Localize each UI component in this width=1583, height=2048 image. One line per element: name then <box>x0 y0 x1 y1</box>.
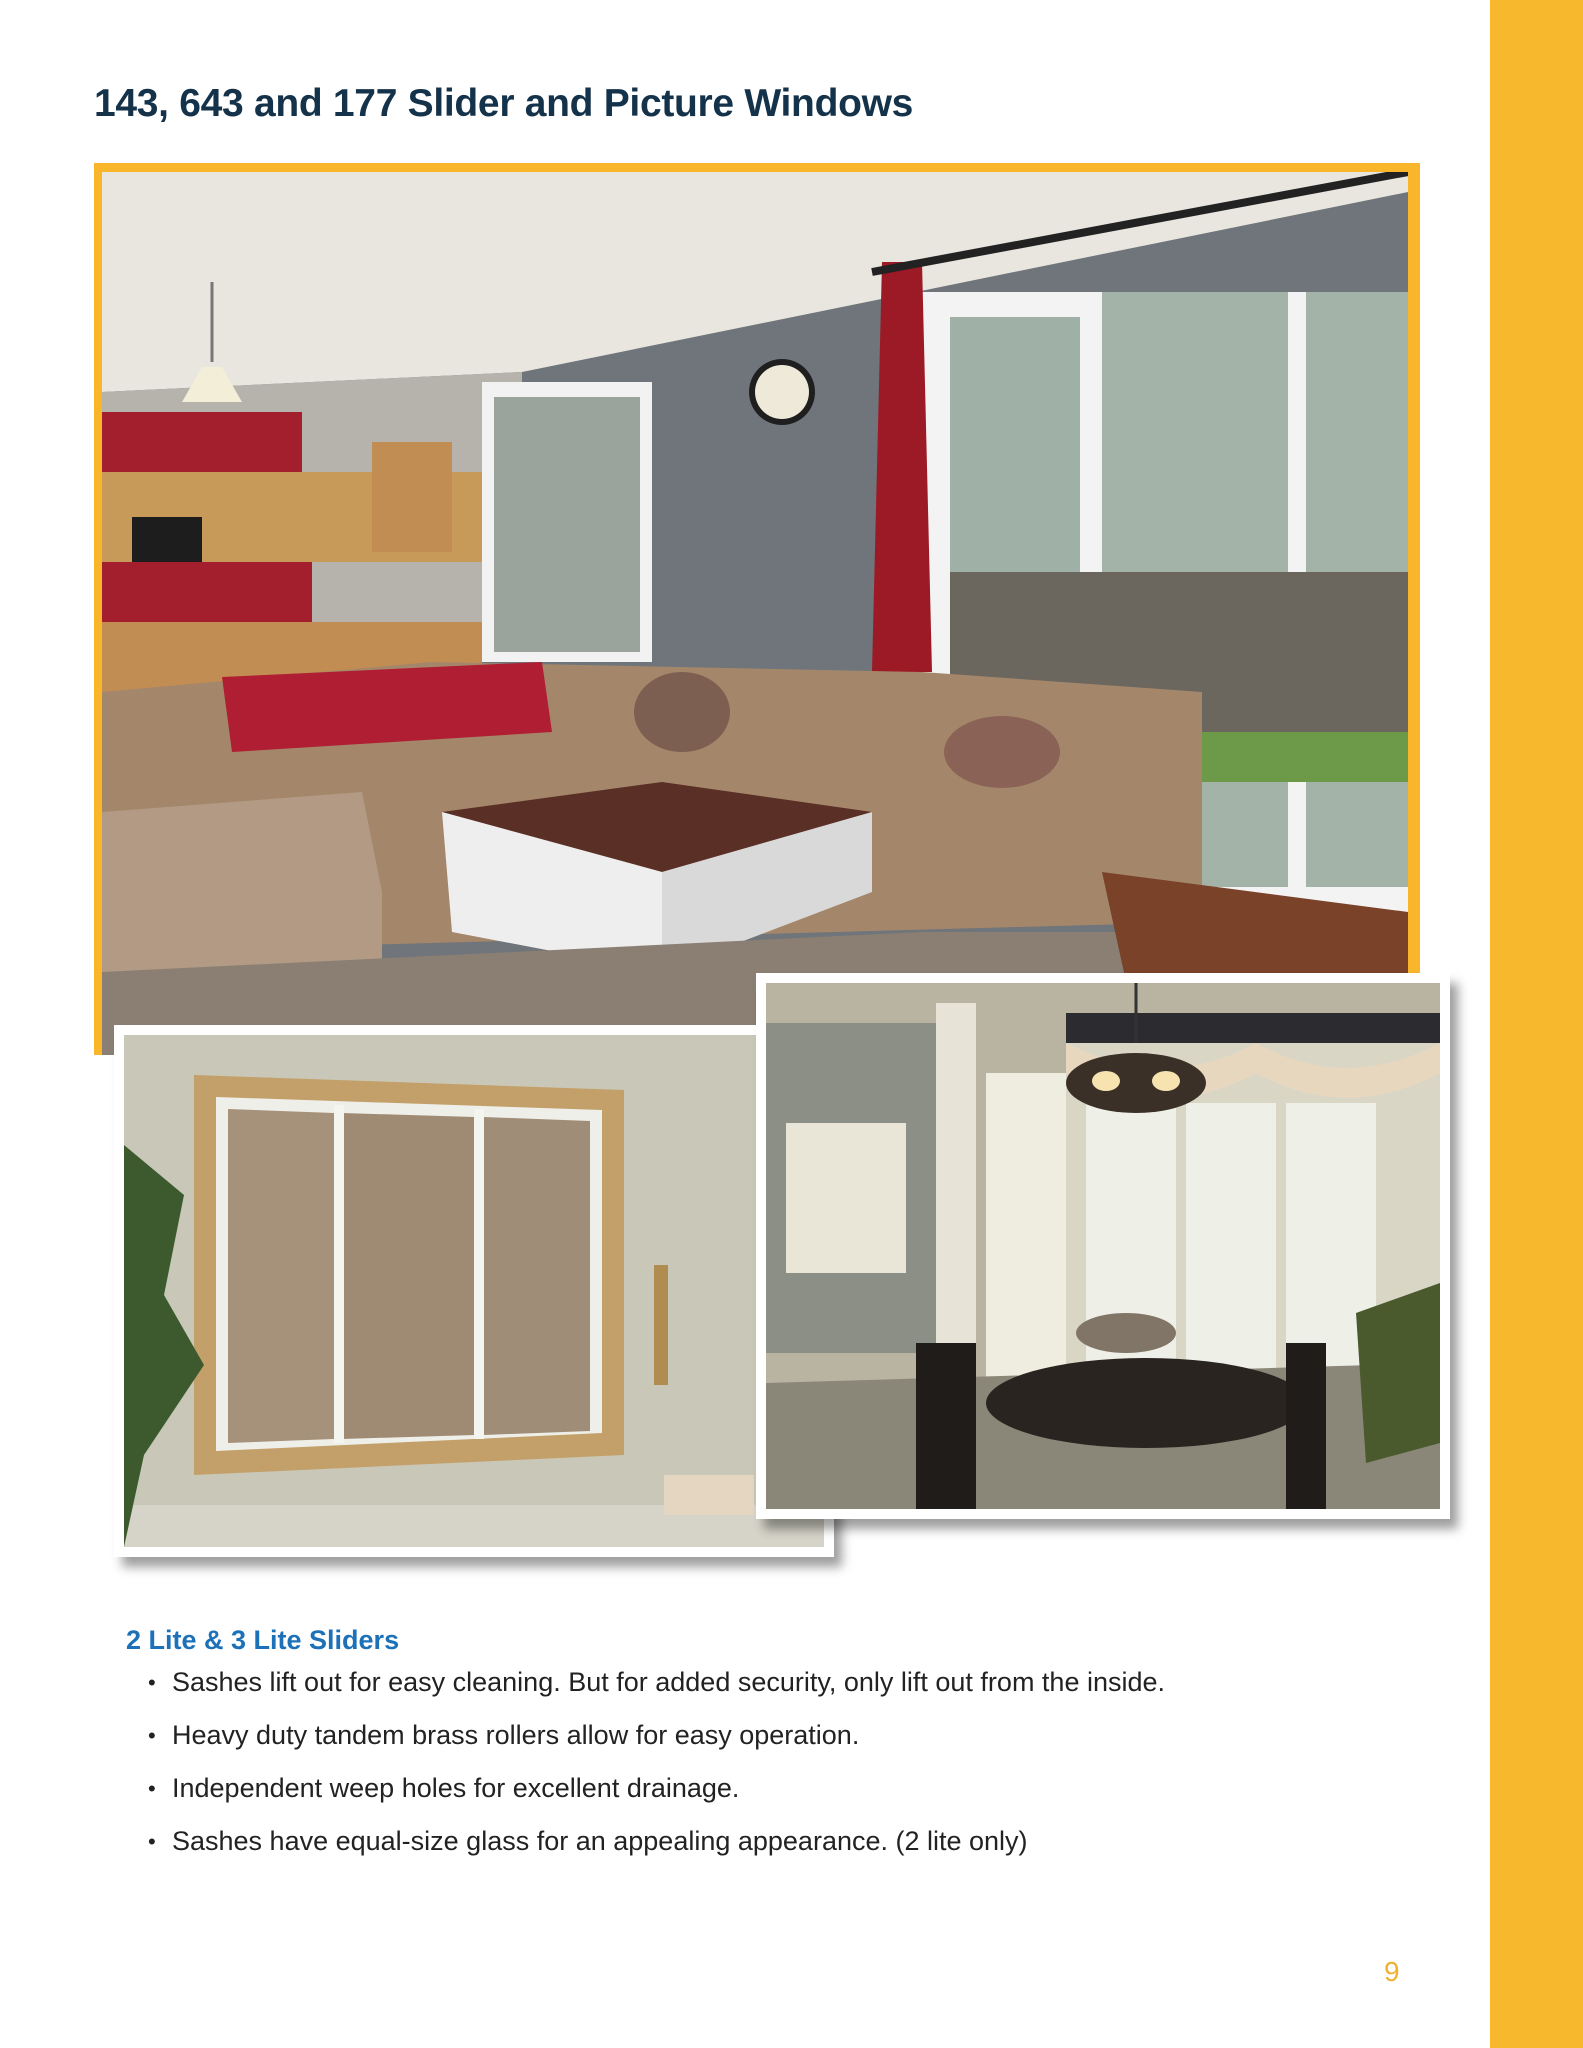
accent-side-bar <box>1490 0 1583 2048</box>
feature-item: • Sashes have equal-size glass for an appealing appearance. (2 lite only) <box>148 1823 1188 1860</box>
feature-item: • Heavy duty tandem brass rollers allow for easy operation. <box>148 1717 1188 1754</box>
page-number: 9 <box>1384 1956 1400 1987</box>
feature-item: • Independent weep holes for excellent drainage. <box>148 1770 1188 1807</box>
slider-window-photo <box>114 1025 834 1557</box>
page-title: 143, 643 and 177 Slider and Picture Windows <box>94 82 914 125</box>
feature-item: • Sashes lift out for easy cleaning. But for added security, only lift out from the inside. <box>148 1664 1188 1701</box>
section-heading: 2 Lite & 3 Lite Sliders <box>126 1625 400 1655</box>
dining-room-photo <box>756 973 1450 1519</box>
feature-list <box>148 1664 1188 1876</box>
living-room-photo <box>94 163 1420 1055</box>
